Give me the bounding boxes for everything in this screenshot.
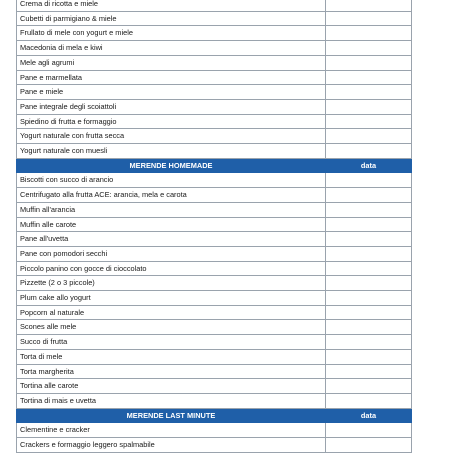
table-row xyxy=(17,379,412,394)
table-row xyxy=(17,114,412,129)
snack-name: Clementine e cracker xyxy=(17,423,326,438)
snack-name: Frullato di mele con yogurt e miele xyxy=(17,26,326,41)
table-row xyxy=(17,70,412,85)
snack-name: Muffin all'arancia xyxy=(17,202,326,217)
snack-name: Spiedino di frutta e formaggio xyxy=(17,114,326,129)
date-cell[interactable] xyxy=(326,144,412,159)
date-cell[interactable] xyxy=(326,232,412,247)
date-cell[interactable] xyxy=(326,364,412,379)
snack-name: Crema di ricotta e miele xyxy=(17,0,326,11)
snack-name: Succo di frutta xyxy=(17,335,326,350)
table-row xyxy=(17,55,412,70)
snack-name: Mele agli agrumi xyxy=(17,55,326,70)
table-row xyxy=(17,85,412,100)
table-row xyxy=(17,188,412,203)
snack-name: Torta margherita xyxy=(17,364,326,379)
date-cell[interactable] xyxy=(326,99,412,114)
date-cell[interactable] xyxy=(326,11,412,26)
snack-name: Pane con pomodori secchi xyxy=(17,246,326,261)
date-cell[interactable] xyxy=(326,291,412,306)
section-header xyxy=(17,408,412,423)
snack-name: Scones alle mele xyxy=(17,320,326,335)
date-cell[interactable] xyxy=(326,26,412,41)
date-cell[interactable] xyxy=(326,305,412,320)
table-row xyxy=(17,232,412,247)
date-cell[interactable] xyxy=(326,202,412,217)
date-cell[interactable] xyxy=(326,438,412,453)
table-row xyxy=(17,423,412,438)
table-row xyxy=(17,261,412,276)
table-row xyxy=(17,41,412,56)
snack-name: Crackers e formaggio leggero spalmabile xyxy=(17,438,326,453)
snack-name: Biscotti con succo di arancio xyxy=(17,173,326,188)
date-cell[interactable] xyxy=(326,217,412,232)
table-row xyxy=(17,320,412,335)
snack-name: Yogurt naturale con frutta secca xyxy=(17,129,326,144)
date-cell[interactable] xyxy=(326,70,412,85)
date-cell[interactable] xyxy=(326,246,412,261)
date-cell[interactable] xyxy=(326,379,412,394)
snack-table xyxy=(16,0,412,453)
date-cell[interactable] xyxy=(326,85,412,100)
date-cell[interactable] xyxy=(326,41,412,56)
section-title: MERENDE LAST MINUTE xyxy=(17,408,326,423)
section-header xyxy=(17,158,412,173)
date-column-header: data xyxy=(326,408,412,423)
date-cell[interactable] xyxy=(326,320,412,335)
snack-name: Torta di mele xyxy=(17,349,326,364)
snack-name: Pizzette (2 o 3 piccole) xyxy=(17,276,326,291)
table-row xyxy=(17,0,412,11)
date-cell[interactable] xyxy=(326,114,412,129)
snack-name: Centrifugato alla frutta ACE: arancia, mela e carota xyxy=(17,188,326,203)
table-row xyxy=(17,11,412,26)
table-row xyxy=(17,26,412,41)
table-row xyxy=(17,438,412,453)
table-row xyxy=(17,364,412,379)
snack-name: Plum cake allo yogurt xyxy=(17,291,326,306)
snack-name: Pane e miele xyxy=(17,85,326,100)
date-cell[interactable] xyxy=(326,276,412,291)
snack-name: Pane all'uvetta xyxy=(17,232,326,247)
snack-name: Muffin alle carote xyxy=(17,217,326,232)
snack-checklist xyxy=(16,0,411,453)
table-row xyxy=(17,217,412,232)
snack-name: Macedonia di mela e kiwi xyxy=(17,41,326,56)
snack-name: Pane integrale degli scoiattoli xyxy=(17,99,326,114)
snack-name: Yogurt naturale con muesli xyxy=(17,144,326,159)
table-row xyxy=(17,129,412,144)
snack-name: Piccolo panino con gocce di cioccolato xyxy=(17,261,326,276)
section-title: MERENDE HOMEMADE xyxy=(17,158,326,173)
table-row xyxy=(17,276,412,291)
date-cell[interactable] xyxy=(326,173,412,188)
date-column-header: data xyxy=(326,158,412,173)
date-cell[interactable] xyxy=(326,55,412,70)
table-row xyxy=(17,349,412,364)
snack-name: Popcorn al naturale xyxy=(17,305,326,320)
date-cell[interactable] xyxy=(326,335,412,350)
snack-name: Cubetti di parmigiano & miele xyxy=(17,11,326,26)
table-row xyxy=(17,393,412,408)
table-row xyxy=(17,291,412,306)
table-row xyxy=(17,305,412,320)
snack-name: Tortina di mais e uvetta xyxy=(17,393,326,408)
date-cell[interactable] xyxy=(326,0,412,11)
table-row xyxy=(17,99,412,114)
date-cell[interactable] xyxy=(326,423,412,438)
date-cell[interactable] xyxy=(326,188,412,203)
date-cell[interactable] xyxy=(326,261,412,276)
table-row xyxy=(17,202,412,217)
table-row xyxy=(17,173,412,188)
snack-name: Tortina alle carote xyxy=(17,379,326,394)
table-row xyxy=(17,246,412,261)
table-row xyxy=(17,335,412,350)
date-cell[interactable] xyxy=(326,129,412,144)
date-cell[interactable] xyxy=(326,349,412,364)
date-cell[interactable] xyxy=(326,393,412,408)
table-row xyxy=(17,144,412,159)
snack-name: Pane e marmellata xyxy=(17,70,326,85)
